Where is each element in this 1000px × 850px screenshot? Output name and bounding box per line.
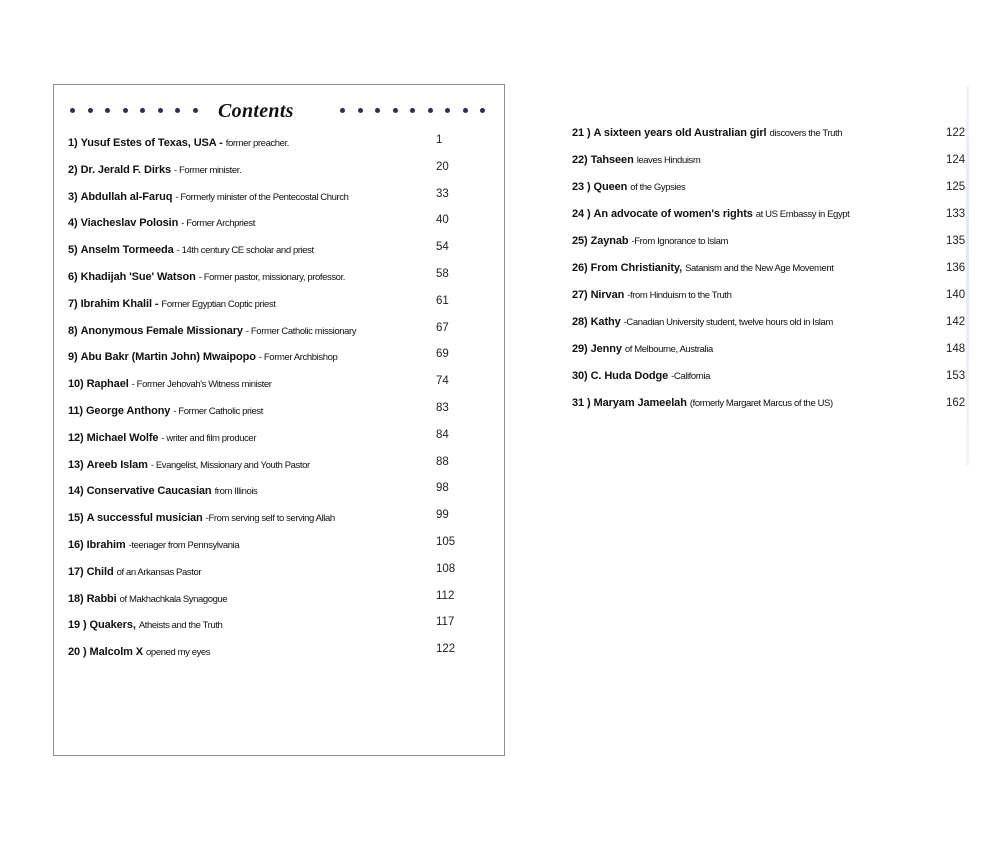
- toc-page-number: 67: [436, 321, 449, 334]
- toc-entry-description: from Illinois: [214, 486, 258, 498]
- toc-entry-text: [572, 315, 833, 330]
- toc-entry-description: - Former Archbishop: [258, 352, 338, 364]
- toc-entry-text: [68, 297, 275, 312]
- toc-entry-name: George Anthony: [85, 404, 171, 417]
- toc-entry-description: -from Hinduism to the Truth: [627, 290, 732, 301]
- toc-page-number: 136: [946, 262, 966, 274]
- toc-entry-description: - writer and film producer: [161, 432, 257, 444]
- toc-entry-number: 21 ): [572, 127, 591, 139]
- toc-right-column: [572, 122, 972, 419]
- toc-page-number: 98: [436, 482, 449, 495]
- toc-entry-number: 16): [68, 538, 84, 551]
- toc-entry-text: [68, 565, 201, 580]
- toc-entry-text: [572, 288, 732, 303]
- toc-entry-number: 12): [68, 431, 84, 444]
- toc-page-number: 148: [946, 343, 966, 355]
- toc-entry-description: opened my eyes: [146, 647, 211, 659]
- toc-entry-description: -Canadian University student, twelve hours old in Islam: [623, 317, 833, 328]
- toc-entry-number: 11): [68, 404, 83, 417]
- toc-entry-text: [572, 234, 728, 249]
- toc-entry-name: Khadijah 'Sue' Watson: [80, 270, 196, 283]
- toc-page-number: 105: [436, 535, 456, 548]
- toc-entry: [68, 507, 478, 534]
- toc-entry-number: 26): [572, 262, 588, 274]
- toc-page-number: 124: [946, 154, 966, 166]
- toc-page-number: 122: [946, 127, 966, 139]
- contents-title: Contents: [218, 100, 294, 122]
- toc-entry-text: [68, 324, 356, 339]
- toc-entry-description: Atheists and the Truth: [138, 620, 223, 632]
- toc-entry: [572, 365, 972, 392]
- toc-entry-text: [68, 377, 272, 392]
- toc-entry: [68, 212, 478, 239]
- toc-entry-name: Quakers,: [89, 619, 136, 632]
- toc-entry-description: Satanism and the New Age Movement: [685, 263, 834, 274]
- toc-entry-number: 22): [572, 154, 588, 166]
- toc-entry-description: of Melbourne, Australia: [624, 344, 713, 355]
- toc-page-number: 162: [946, 397, 966, 409]
- toc-entry-number: 14): [68, 485, 84, 498]
- toc-page-number: 112: [436, 589, 455, 602]
- toc-entry-name: Nirvan: [590, 289, 625, 301]
- toc-entry-name: Queen: [593, 181, 628, 193]
- toc-entry-name: Rabbi: [86, 592, 117, 605]
- decorative-dots-left: [70, 105, 210, 115]
- toc-page-number: 142: [946, 316, 966, 328]
- toc-entry-text: [572, 180, 685, 195]
- toc-entry-name: Ibrahim: [86, 538, 126, 551]
- toc-entry-number: 19 ): [68, 619, 87, 632]
- toc-entry-text: [572, 342, 713, 357]
- toc-entry-description: former preacher.: [225, 138, 290, 149]
- toc-entry: [68, 480, 478, 507]
- toc-entry-text: [68, 538, 239, 553]
- toc-entry-number: 29): [572, 343, 588, 355]
- toc-entry-description: - Evangelist, Missionary and Youth Pastor: [150, 459, 310, 471]
- toc-entry-description: -California: [671, 371, 711, 382]
- toc-entry-number: 1): [68, 137, 78, 149]
- toc-entry-text: [68, 404, 263, 419]
- toc-entry-text: [68, 484, 257, 499]
- toc-entry-number: 23 ): [572, 181, 591, 193]
- toc-entry: [68, 588, 478, 615]
- toc-page-number: 108: [436, 562, 456, 575]
- toc-entry: [572, 122, 972, 149]
- toc-entry-description: - Formerly minister of the Pentecostal Church: [175, 191, 349, 203]
- toc-entry: [68, 186, 478, 213]
- toc-entry-number: 9): [68, 351, 78, 364]
- toc-entry-text: [572, 207, 849, 222]
- toc-entry-name: Tahseen: [590, 154, 634, 166]
- toc-entry-description: -teenager from Pennsylvania: [128, 539, 240, 551]
- toc-entry-text: [572, 261, 833, 276]
- toc-entry: [68, 454, 478, 481]
- toc-page-number: 20: [436, 160, 449, 173]
- toc-left-column: [68, 132, 478, 668]
- toc-entry-text: [68, 645, 210, 660]
- toc-entry-name: Malcolm X: [89, 646, 144, 659]
- toc-entry: [68, 320, 478, 347]
- toc-entry-text: [68, 350, 337, 365]
- toc-entry: [68, 400, 478, 427]
- toc-entry-number: 18): [68, 592, 84, 605]
- toc-entry-name: Jenny: [590, 343, 622, 355]
- toc-entry-description: of an Arkansas Pastor: [116, 566, 202, 578]
- toc-entry-text: [68, 618, 222, 633]
- toc-page-number: 61: [436, 294, 449, 307]
- toc-entry-name: Child: [86, 565, 114, 578]
- toc-entry-number: 3): [68, 190, 78, 203]
- toc-page-number: 40: [436, 214, 449, 227]
- toc-entry-name: Viacheslav Polosin: [80, 217, 179, 230]
- toc-entry-number: 13): [68, 458, 84, 471]
- toc-entry-text: [572, 126, 842, 141]
- toc-page-number: 99: [436, 509, 449, 522]
- toc-entry-text: [68, 592, 227, 607]
- toc-entry-text: [572, 369, 710, 384]
- toc-entry-number: 24 ): [572, 208, 591, 220]
- toc-entry-number: 6): [68, 270, 78, 283]
- toc-entry-number: 10): [68, 378, 84, 391]
- toc-page-number: 117: [436, 616, 455, 629]
- toc-entry: [68, 346, 478, 373]
- toc-entry: [68, 159, 478, 186]
- toc-page-number: 135: [946, 235, 966, 247]
- toc-entry: [572, 338, 972, 365]
- toc-page-number: 83: [436, 401, 449, 414]
- toc-entry: [572, 203, 972, 230]
- toc-entry-description: Former Egyptian Coptic priest: [161, 298, 276, 310]
- toc-entry-description: -From Ignorance to Islam: [631, 236, 729, 247]
- toc-entry-name: Dr. Jerald F. Dirks: [80, 163, 171, 176]
- toc-entry-number: 5): [68, 244, 78, 257]
- toc-entry-description: at US Embassy in Egypt: [755, 209, 850, 220]
- toc-entry-text: [572, 153, 700, 168]
- toc-entry-name: An advocate of women's rights: [593, 208, 753, 220]
- toc-entry-description: - Former Jehovah's Witness minister: [131, 379, 272, 391]
- toc-entry: [572, 257, 972, 284]
- toc-entry: [68, 427, 478, 454]
- toc-entry-description: - Former minister.: [174, 164, 242, 176]
- toc-entry-name: Kathy: [590, 316, 621, 328]
- toc-entry: [68, 132, 478, 159]
- toc-page-number: 74: [436, 375, 449, 388]
- toc-entry-name: Abdullah al-Faruq: [80, 190, 173, 203]
- toc-entry-text: [68, 216, 255, 231]
- toc-page-number: 133: [946, 208, 966, 220]
- toc-page-number: 33: [436, 187, 449, 200]
- toc-entry: [572, 149, 972, 176]
- toc-entry-description: - Former Catholic priest: [173, 405, 263, 417]
- toc-page-number: 140: [946, 289, 966, 301]
- toc-entry: [572, 284, 972, 311]
- toc-entry-text: [572, 396, 833, 411]
- toc-page-number: 1: [436, 134, 443, 146]
- toc-entry-number: 2): [68, 163, 78, 176]
- toc-entry-description: - Former Catholic missionary: [245, 325, 357, 337]
- toc-entry-number: 7): [68, 297, 78, 310]
- toc-entry-name: From Christianity,: [590, 262, 683, 274]
- toc-entry-number: 17): [68, 565, 84, 578]
- toc-entry-number: 28): [572, 316, 588, 328]
- toc-entry-text: [68, 431, 256, 446]
- toc-entry-name: Areeb Islam: [86, 458, 148, 471]
- toc-entry: [68, 373, 478, 400]
- toc-entry-name: Zaynab: [590, 235, 629, 247]
- toc-entry-name: Abu Bakr (Martin John) Mwaipopo: [80, 351, 256, 364]
- toc-entry-text: [68, 511, 335, 526]
- toc-entry-description: discovers the Truth: [769, 128, 843, 139]
- toc-entry: [68, 561, 478, 588]
- toc-entry-description: of the Gypsies: [630, 182, 686, 193]
- toc-entry: [68, 534, 478, 561]
- toc-entry-text: [68, 270, 345, 285]
- toc-entry-number: 20 ): [68, 646, 87, 659]
- toc-entry-number: 31 ): [572, 397, 591, 409]
- contents-header: [68, 100, 460, 122]
- toc-page-number: 88: [436, 455, 449, 468]
- toc-entry: [68, 614, 478, 641]
- toc-entry-description: - 14th century CE scholar and priest: [176, 245, 314, 257]
- toc-entry: [572, 176, 972, 203]
- toc-page-number: 58: [436, 267, 449, 280]
- toc-entry-name: Yusuf Estes of Texas, USA -: [80, 137, 223, 149]
- toc-entry-number: 8): [68, 324, 78, 337]
- toc-page-number: 153: [946, 370, 966, 382]
- toc-entry-name: Anselm Tormeeda: [80, 244, 174, 257]
- toc-entry: [68, 266, 478, 293]
- toc-entry-description: of Makhachkala Synagogue: [119, 593, 228, 605]
- toc-entry: [68, 239, 478, 266]
- toc-entry-number: 15): [68, 512, 84, 525]
- toc-entry-description: - Former pastor, missionary, professor.: [198, 271, 346, 283]
- toc-entry-text: [68, 136, 289, 151]
- toc-entry-description: (formerly Margaret Marcus of the US): [689, 398, 833, 409]
- toc-entry-name: A successful musician: [86, 512, 203, 525]
- toc-entry-description: - Former Archpriest: [181, 218, 255, 230]
- toc-entry-text: [68, 190, 349, 205]
- toc-entry-text: [68, 163, 241, 178]
- toc-entry-description: -From serving self to serving Allah: [205, 513, 335, 525]
- toc-page-number: 122: [436, 643, 456, 656]
- toc-entry-description: leaves Hinduism: [636, 155, 701, 166]
- toc-entry: [572, 311, 972, 338]
- toc-entry-number: 4): [68, 217, 78, 230]
- toc-entry-name: C. Huda Dodge: [590, 370, 669, 382]
- toc-entry-text: [68, 243, 314, 258]
- toc-entry-text: [68, 458, 310, 473]
- toc-entry-name: Raphael: [86, 378, 129, 391]
- toc-entry-name: Michael Wolfe: [86, 431, 159, 444]
- toc-page-number: 54: [436, 241, 449, 254]
- toc-page-number: 69: [436, 348, 449, 361]
- toc-entry-name: Ibrahim Khalil -: [80, 297, 159, 310]
- toc-entry: [572, 392, 972, 419]
- toc-page-number: 84: [436, 428, 449, 441]
- toc-entry: [68, 293, 478, 320]
- toc-entry-name: Maryam Jameelah: [593, 397, 687, 409]
- toc-entry-name: Conservative Caucasian: [86, 485, 212, 498]
- decorative-dots-right: [340, 105, 498, 115]
- toc-entry-number: 30): [572, 370, 588, 382]
- toc-page-number: 125: [946, 181, 966, 193]
- toc-entry-name: Anonymous Female Missionary: [80, 324, 243, 337]
- toc-entry-number: 25): [572, 235, 588, 247]
- toc-entry-name: A sixteen years old Australian girl: [593, 127, 767, 139]
- toc-entry: [572, 230, 972, 257]
- toc-entry-number: 27): [572, 289, 588, 301]
- toc-entry: [68, 641, 478, 668]
